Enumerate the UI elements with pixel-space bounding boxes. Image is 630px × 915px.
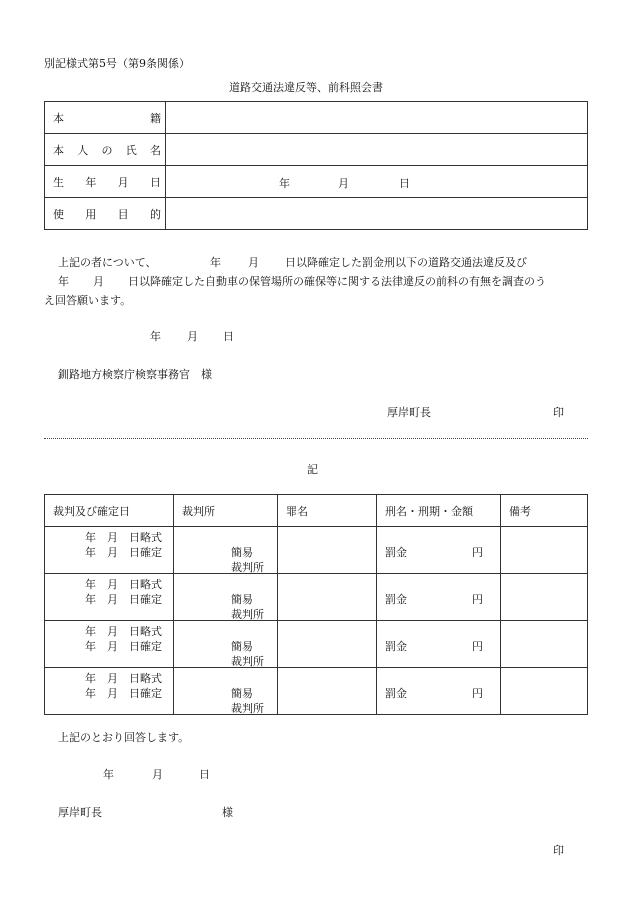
reply-date-year: 年	[103, 768, 114, 781]
header-court: 裁判所	[174, 495, 278, 527]
header-penalty: 刑名・刑期・金額	[377, 495, 501, 527]
row-fine-label: 罰金	[385, 640, 407, 653]
request-line2-month: 月	[93, 275, 104, 288]
row-court-kan-i: 簡易	[231, 640, 253, 653]
reply-sama: 様	[222, 806, 233, 819]
table-row	[45, 668, 588, 715]
row-yen-label: 円	[472, 687, 483, 700]
row-final-date: 年 月 日確定	[85, 687, 162, 700]
row-remarks[interactable]	[501, 621, 588, 668]
reply-date-day: 日	[199, 768, 210, 781]
name-label-3: 氏	[125, 143, 137, 157]
row-court-saibansho: 裁判所	[231, 608, 264, 621]
name-label-0: 本	[53, 143, 64, 157]
sender-name: 厚岸町長	[387, 406, 431, 419]
birth-label-0: 生	[53, 175, 64, 189]
row-court-saibansho: 裁判所	[231, 702, 264, 715]
table-row	[45, 527, 588, 574]
birth-label-3: 日	[149, 175, 161, 189]
purpose-label-1: 用	[85, 207, 97, 221]
request-date-day: 日	[223, 330, 234, 343]
request-line1-year: 年	[210, 256, 221, 269]
name-row	[45, 134, 588, 166]
table-row	[45, 574, 588, 621]
header-remarks: 備考	[501, 495, 588, 527]
cut-line	[44, 438, 588, 439]
birth-row	[45, 166, 588, 198]
request-date-month: 月	[187, 330, 198, 343]
row-summary-date: 年 月 日略式	[85, 531, 162, 544]
row-final-date: 年 月 日確定	[85, 593, 162, 606]
row-yen-label: 円	[472, 640, 483, 653]
row-crime[interactable]	[278, 574, 377, 621]
reply-text: 上記のとおり回答します。	[58, 731, 190, 744]
row-court-kan-i: 簡易	[231, 546, 253, 559]
honseki-label-1: 籍	[150, 111, 161, 125]
row-remarks[interactable]	[501, 574, 588, 621]
request-line3: え回答願います。	[44, 294, 132, 307]
row-summary-date: 年 月 日略式	[85, 672, 162, 685]
table-row	[45, 621, 588, 668]
sender-seal: 印	[553, 406, 564, 419]
reply-sender-name: 厚岸町長	[58, 806, 102, 819]
row-court-kan-i: 簡易	[231, 593, 253, 606]
purpose-label-0: 使	[53, 207, 64, 221]
request-date-year: 年	[150, 330, 161, 343]
header-crime: 罪名	[278, 495, 377, 527]
request-line1-month: 月	[248, 256, 259, 269]
row-fine-label: 罰金	[385, 593, 407, 606]
birth-day: 日	[399, 176, 410, 190]
row-yen-label: 円	[472, 546, 483, 559]
row-final-date: 年 月 日確定	[85, 640, 162, 653]
request-line1-b: 日以降確定した罰金刑以下の道路交通法違反及び	[285, 256, 527, 269]
form-number: 別記様式第5号（第9条関係）	[44, 57, 190, 70]
honseki-row	[45, 102, 588, 134]
row-summary-date: 年 月 日略式	[85, 578, 162, 591]
birth-label-1: 年	[85, 175, 97, 189]
row-crime[interactable]	[278, 527, 377, 574]
record-header-row	[45, 495, 588, 527]
reply-date-month: 月	[152, 768, 163, 781]
honseki-value[interactable]	[166, 102, 588, 134]
row-fine-label: 罰金	[385, 687, 407, 700]
row-court-kan-i: 簡易	[231, 687, 253, 700]
request-line2-b: 日以降確定した自動車の保管場所の確保等に関する法律違反の前科の有無を調査のう	[128, 275, 546, 288]
info-table	[44, 101, 588, 230]
birth-month: 月	[338, 176, 349, 190]
name-label-1: 人	[77, 143, 89, 157]
request-line2-year: 年	[58, 275, 69, 288]
row-final-date: 年 月 日確定	[85, 546, 162, 559]
header-date: 裁判及び確定日	[45, 495, 174, 527]
name-label-2: の	[101, 143, 113, 157]
birth-value[interactable]	[166, 166, 588, 198]
row-remarks[interactable]	[501, 527, 588, 574]
record-table	[44, 494, 588, 715]
row-court-saibansho: 裁判所	[231, 655, 264, 668]
document-title: 道路交通法違反等、前科照会書	[229, 81, 383, 94]
honseki-label-0: 本	[53, 111, 64, 125]
name-label-4: 名	[150, 143, 161, 157]
row-yen-label: 円	[472, 593, 483, 606]
row-fine-label: 罰金	[385, 546, 407, 559]
purpose-value[interactable]	[166, 198, 588, 230]
birth-year: 年	[279, 176, 290, 190]
purpose-label-2: 目	[117, 207, 129, 221]
ki-label: 記	[307, 463, 318, 476]
row-court-saibansho: 裁判所	[231, 561, 264, 574]
row-crime[interactable]	[278, 668, 377, 715]
row-summary-date: 年 月 日略式	[85, 625, 162, 638]
reply-seal: 印	[553, 844, 564, 857]
name-value[interactable]	[166, 134, 588, 166]
purpose-row	[45, 198, 588, 230]
birth-label-2: 月	[117, 175, 129, 189]
row-remarks[interactable]	[501, 668, 588, 715]
request-line1-a: 上記の者について、	[58, 256, 157, 269]
row-crime[interactable]	[278, 621, 377, 668]
purpose-label-3: 的	[149, 207, 161, 221]
addressee: 釧路地方検察庁検察事務官 様	[58, 368, 212, 381]
